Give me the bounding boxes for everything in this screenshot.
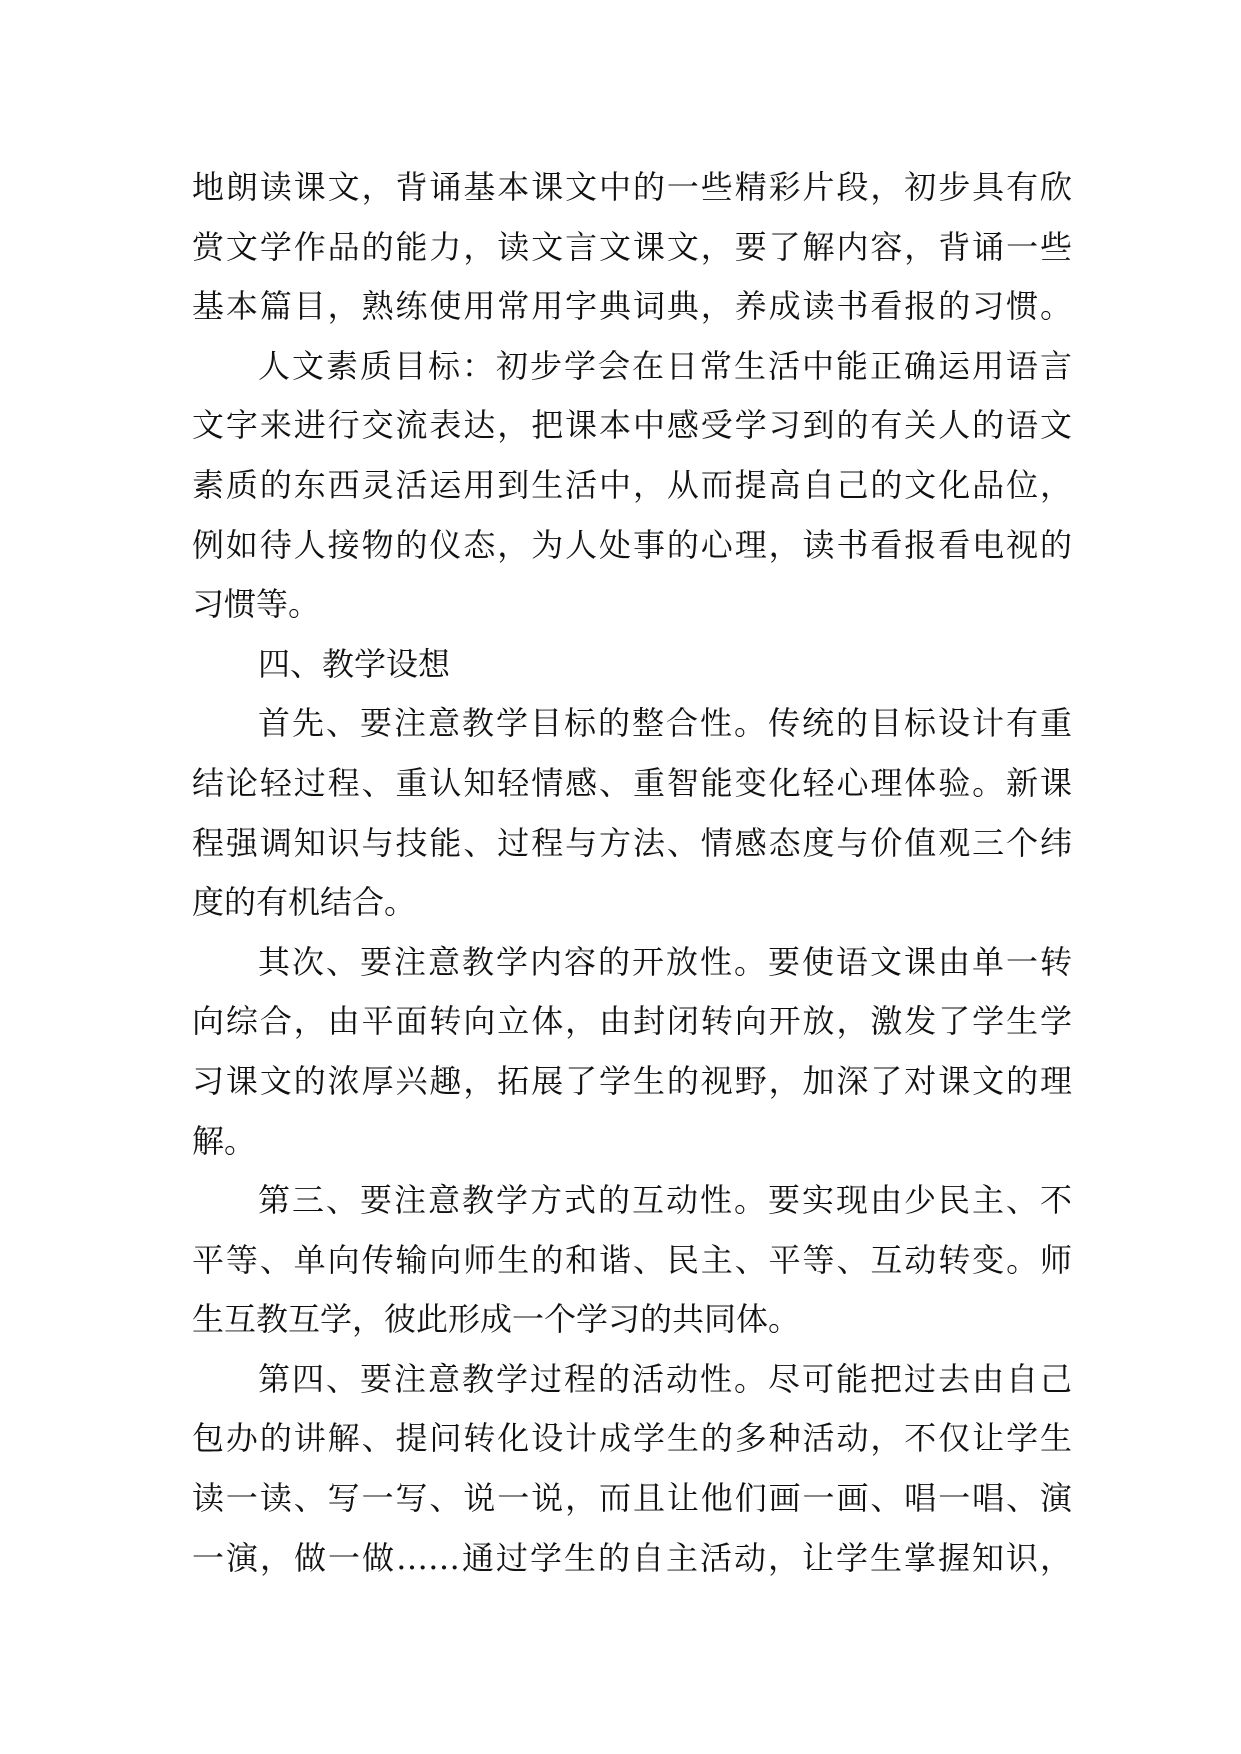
- text-line: 地朗读课文，背诵基本课文中的一些精彩片段，初步具有欣: [192, 168, 1072, 206]
- text-line: 习惯等。: [192, 585, 321, 624]
- text-line: 读一读、写一写、说一说，而且让他们画一画、唱一唱、演: [192, 1479, 1072, 1518]
- text-line: 结论轻过程、重认知轻情感、重智能变化轻心理体验。新课: [192, 763, 1072, 802]
- text-line: 首先、要注意教学目标的整合性。传统的目标设计有重: [258, 704, 1072, 743]
- text-line: 向综合，由平面转向立体，由封闭转向开放，激发了学生学: [192, 1002, 1072, 1041]
- text-line: 文字来进行交流表达，把课本中感受学习到的有关人的语文: [192, 406, 1072, 445]
- text-line: 解。: [192, 1121, 257, 1160]
- text-line: 其次、要注意教学内容的开放性。要使语文课由单一转: [258, 942, 1072, 981]
- text-line: 例如待人接物的仪态，为人处事的心理，读书看报看电视的: [192, 525, 1072, 564]
- text-line: 素质的东西灵活运用到生活中，从而提高自己的文化品位，: [192, 465, 1072, 504]
- text-line: 习课文的浓厚兴趣，拓展了学生的视野，加深了对课文的理: [192, 1061, 1072, 1100]
- text-line: 包办的讲解、提问转化设计成学生的多种活动，不仅让学生: [192, 1419, 1072, 1458]
- text-line: 一演，做一做……通过学生的自主活动，让学生掌握知识，: [192, 1538, 1072, 1577]
- text-line: 赏文学作品的能力，读文言文课文，要了解内容，背诵一些: [192, 227, 1072, 266]
- text-line: 人文素质目标：初步学会在日常生活中能正确运用语言: [258, 346, 1072, 385]
- text-line: 平等、单向传输向师生的和谐、民主、平等、互动转变。师: [192, 1240, 1072, 1279]
- text-line: 第四、要注意教学过程的活动性。尽可能把过去由自己: [258, 1359, 1072, 1398]
- text-line: 四、教学设想: [258, 644, 451, 683]
- text-line: 生互教互学，彼此形成一个学习的共同体。: [192, 1300, 801, 1339]
- text-line: 度的有机结合。: [192, 883, 417, 922]
- text-line: 程强调知识与技能、过程与方法、情感态度与价值观三个纬: [192, 823, 1072, 862]
- body-text: [192, 158, 1072, 1588]
- text-line: 第三、要注意教学方式的互动性。要实现由少民主、不: [258, 1181, 1072, 1220]
- text-line: 基本篇目，熟练使用常用字典词典，养成读书看报的习惯。: [192, 287, 1072, 326]
